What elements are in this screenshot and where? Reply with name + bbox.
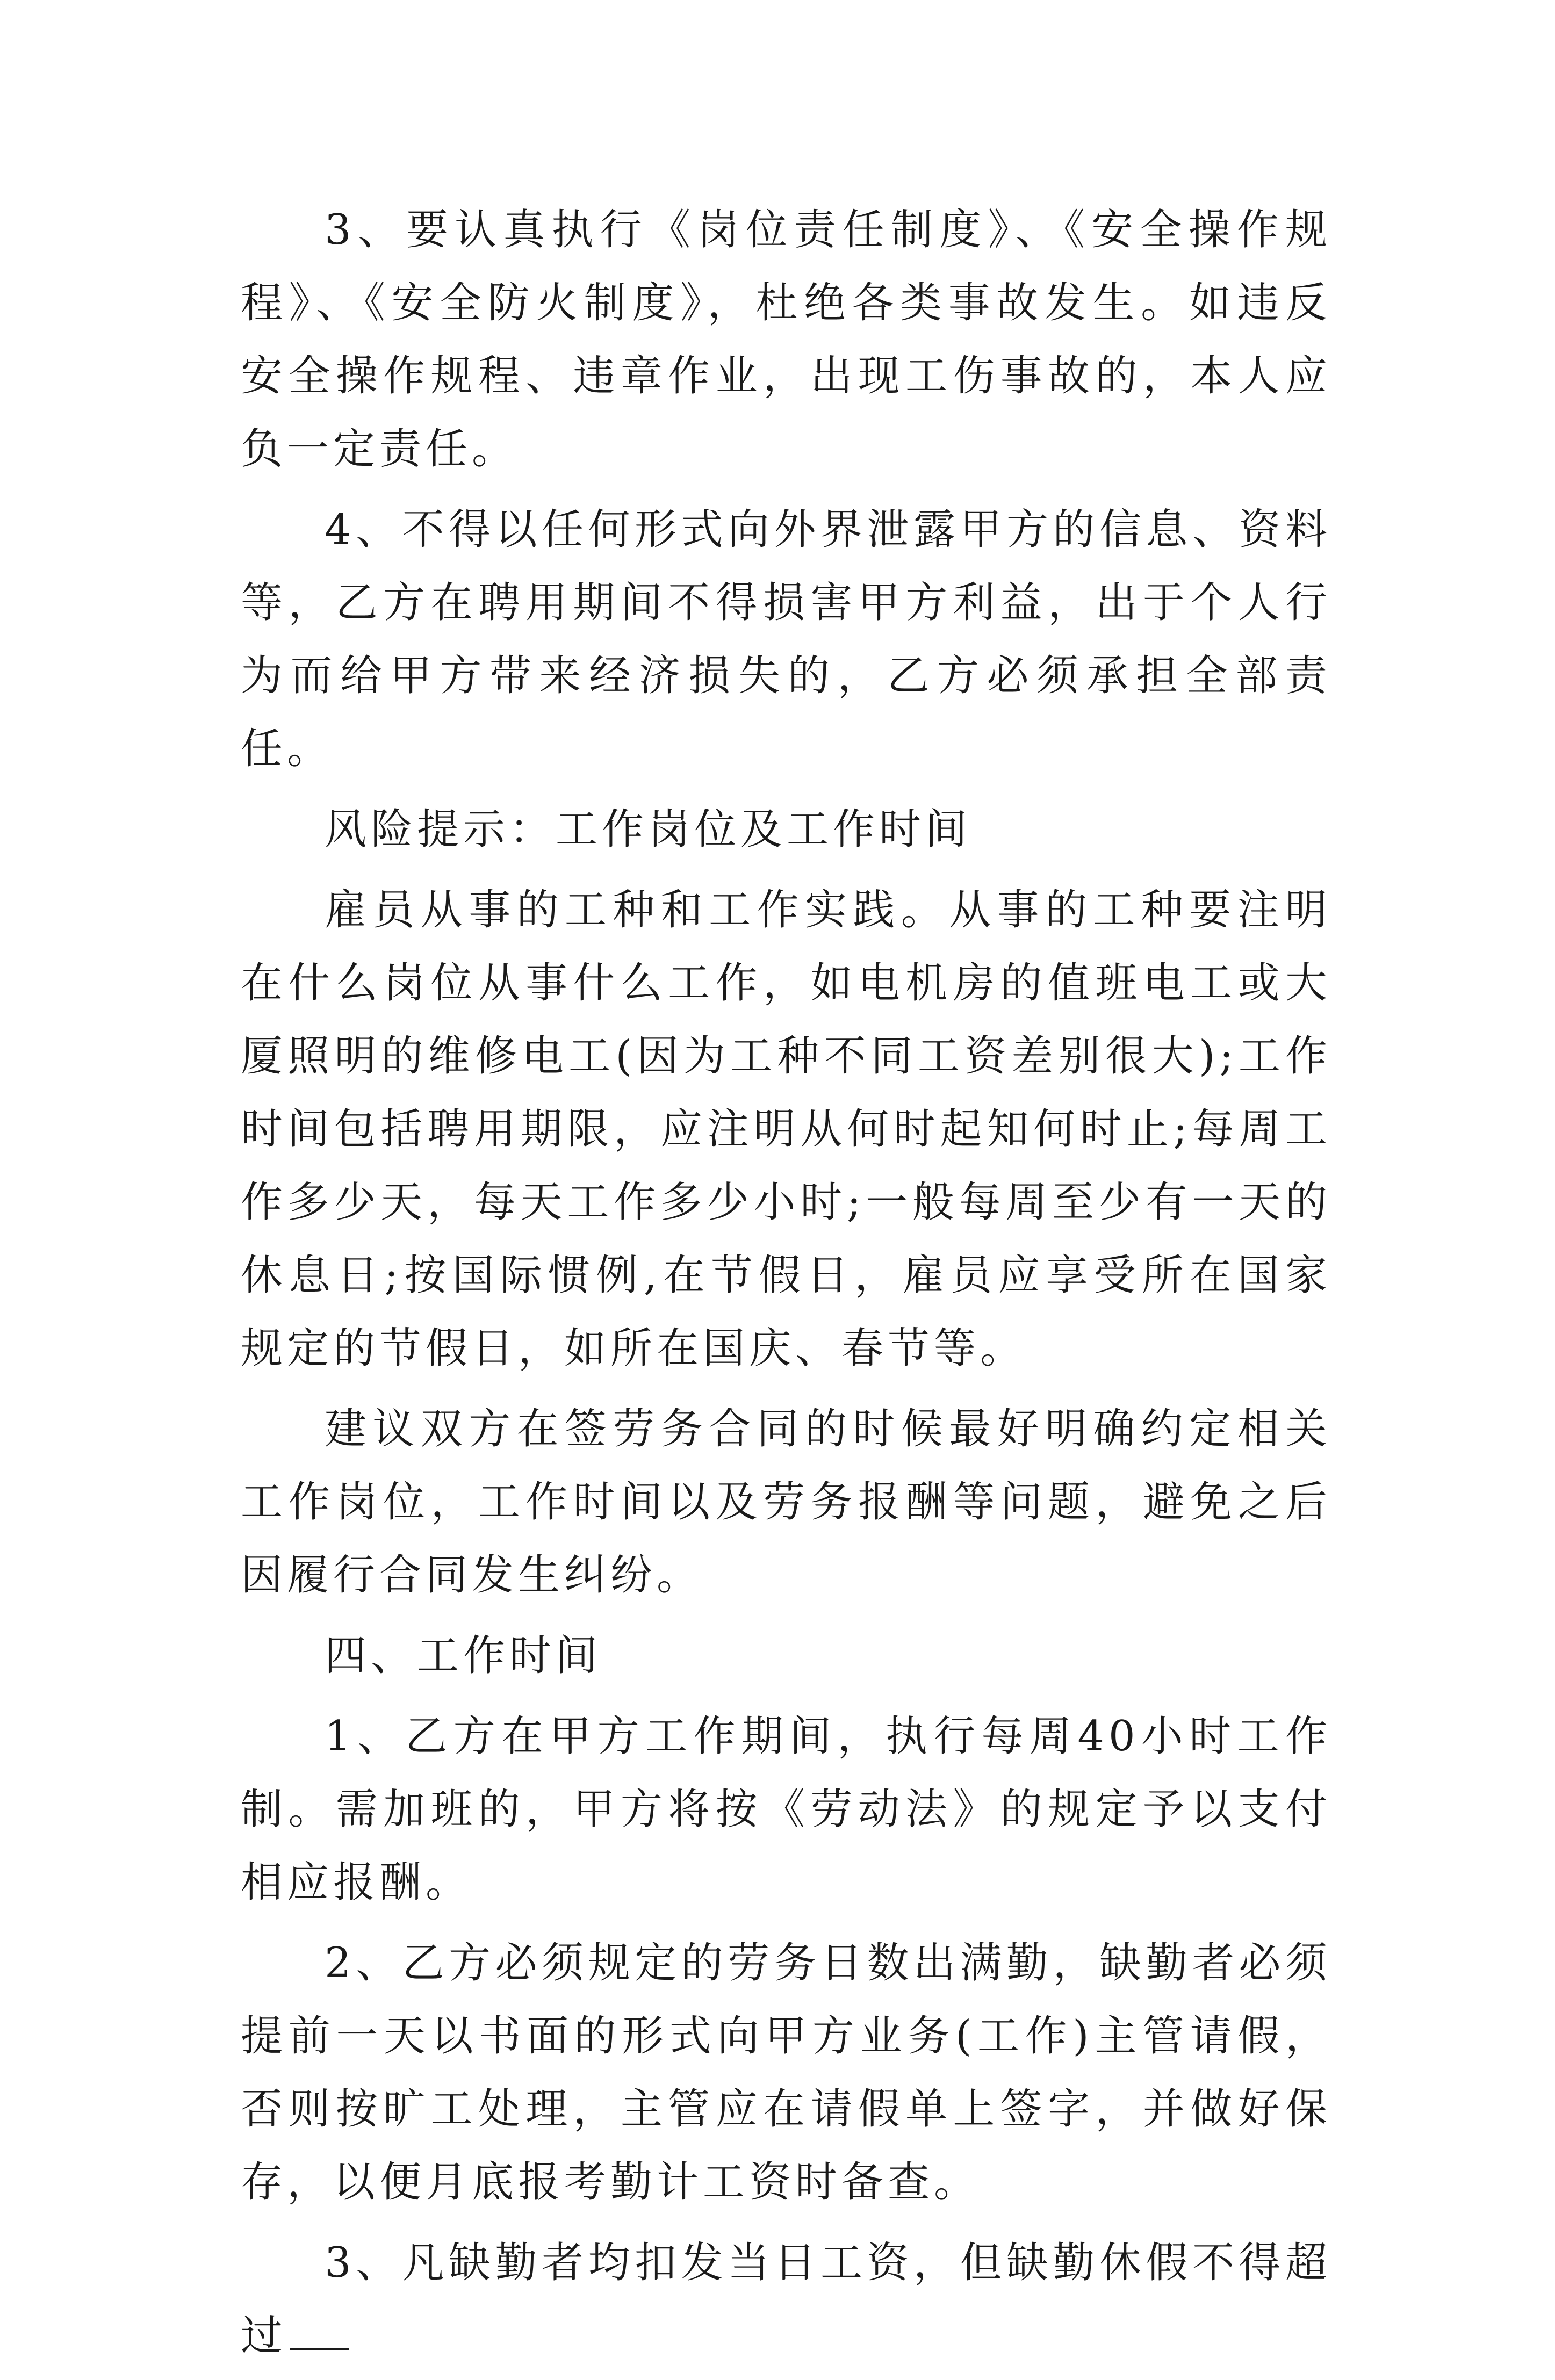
clause-3-safety-rules: 3、要认真执行《岗位责任制度》、《安全操作规程》、《安全防火制度》，杜绝各类事故发生。如违反安全操作规程、违章作业，出现工伤事故的，本人应负一定责任。 (241, 206, 1331, 473)
clause-4-confidentiality: 4、不得以任何形式向外界泄露甲方的信息、资料等，乙方在聘用期间不得损害甲方利益，出于个人行为而给甲方带来经济损失的，乙方必须承担全部责任。 (241, 506, 1331, 773)
clause-1-working-hours: 1、乙方在甲方工作期间，执行每周40小时工作制。需加班的，甲方将按《劳动法》的规定予以支付相应报酬。 (241, 1712, 1331, 1907)
clause-3-absence-text: 3、凡缺勤者均扣发当日工资，但缺勤休假不得超过 (241, 2239, 1331, 2360)
fill-in-blank-line (290, 2311, 349, 2350)
clause-3-absence (241, 2226, 1331, 2372)
risk-tip-advice: 建议双方在签劳务合同的时候最好明确约定相关工作岗位，工作时间以及劳务报酬等问题，避免之后因履行合同发生纠纷。 (241, 1405, 1331, 1599)
risk-tip-heading: 风险提示：工作岗位及工作时间 (325, 805, 972, 854)
clause-2-attendance: 2、乙方必须规定的劳务日数出满勤，缺勤者必须提前一天以书面的形式向甲方业务(工作)主管请假，否则按旷工处理，主管应在请假单上签字，并做好保存，以便月底报考勤计工资时备查。 (241, 1939, 1331, 2206)
document-body (241, 193, 1331, 2380)
section-4-heading: 四、工作时间 (325, 1632, 602, 1680)
risk-tip-paragraph: 雇员从事的工种和工作实践。从事的工种要注明在什么岗位从事什么工作，如电机房的值班电工或大厦照明的维修电工(因为工种不同工资差别很大);工作时间包括聘用期限，应注明从何时起知何时止;每周工作多少天，每天工作多少小时;一般每周至少有一天的休息日;按国际惯例,在节假日，雇员应享受所在国家规定的节假日，如所在国庆、春节等。 (241, 886, 1331, 1373)
